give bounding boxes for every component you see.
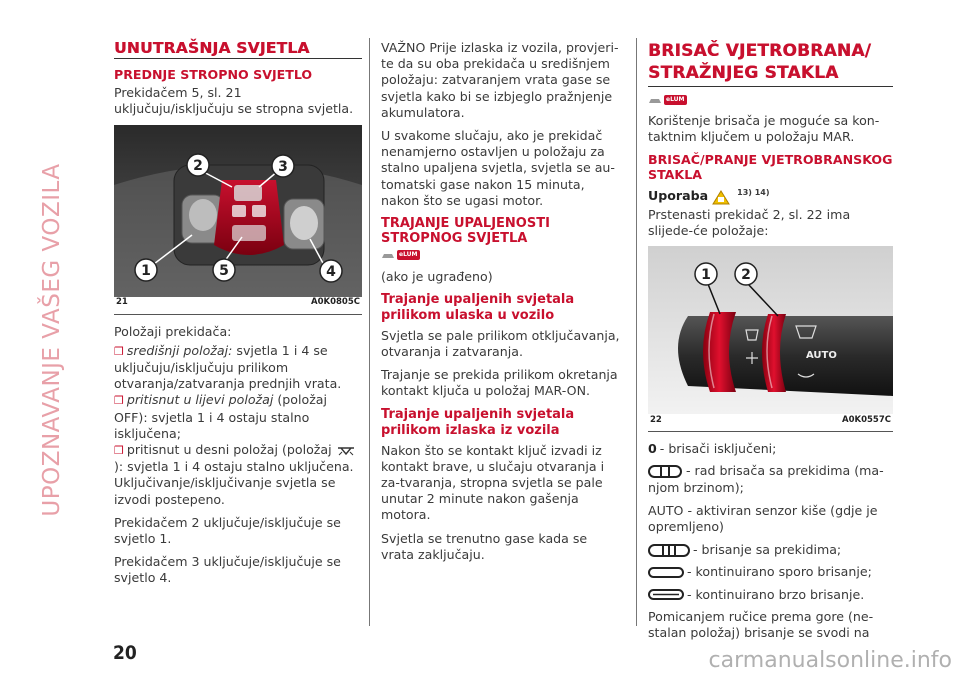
list-item <box>114 442 362 508</box>
sensitivity-intermittent-icon <box>648 544 690 557</box>
fast-wipe-icon <box>648 588 684 601</box>
paragraph: Prekidačem 3 uključuje/isključuje se svjetlo 4. <box>114 554 341 586</box>
column-divider <box>369 38 370 626</box>
column-windscreen-wiper <box>648 40 893 648</box>
callout-3 <box>272 155 294 177</box>
figure-21-dome-light <box>114 125 362 315</box>
callout-4 <box>320 260 342 282</box>
car-icon <box>381 250 395 260</box>
item-term: pritisnut u lijevi položaj <box>126 392 274 408</box>
car-icon <box>648 95 662 105</box>
section-heading-dome-duration: TRAJANJE UPALJENOSTI STROPNOG SVJETLA <box>381 216 550 247</box>
item-text: - rad brisača sa prekidima (ma-njom brzinom); <box>648 463 884 495</box>
elum-badge: eLUM <box>666 96 685 103</box>
intermittent-wipe-icon <box>648 465 682 478</box>
svg-text:3: 3 <box>278 158 288 175</box>
figure-caption <box>116 294 360 310</box>
paragraph: Svjetla se pale prilikom otključavanja, otvaranja i zatvaranja. <box>381 327 620 359</box>
bullet-icon: ❒ <box>114 394 124 408</box>
column-dome-duration <box>381 40 621 570</box>
intro-paragraph: Korištenje brisača je moguće sa kon-taktnim ključem u položaju MAR. <box>648 113 880 145</box>
auto-label: AUTO <box>806 350 837 362</box>
paragraph: Prekidačem 2 uključuje/isključuje se svjetlo 1. <box>114 514 341 547</box>
subheading-exit-duration: Trajanje upaljenih svjetala prilikom izlaska iz vozila <box>381 406 575 438</box>
elum-icon <box>381 250 420 260</box>
list-item <box>114 392 362 442</box>
section-heading-interior-lights: UNUTRAŠNJA SVJETLA <box>114 40 362 59</box>
slow-wipe-icon <box>648 566 684 579</box>
intro-paragraph: Prekidačem 5, sl. 21 uključuju/isključuju se stropna svjetla. <box>114 85 354 117</box>
item-text: - brisači isključeni; <box>659 441 777 457</box>
watermark: carmanualsonline.info <box>708 648 952 673</box>
callout-5 <box>213 259 235 281</box>
paragraph: U svakome slučaju, ako je prekidač nenamjerno ostavljen u položaju za stalno upaljena svjetla, svjetla se au-tomatski gase nakon 15 minuta, nakon što se ugasi motor. <box>381 128 615 208</box>
list-item <box>648 587 893 603</box>
list-item <box>648 441 893 457</box>
callout-2 <box>735 263 757 285</box>
list-item <box>648 542 893 558</box>
subheading-entry-duration: Trajanje upaljenih svjetala prilikom ulaska u vozilo <box>381 291 575 323</box>
elum-badge: eLUM <box>399 250 418 258</box>
list-item: AUTO - aktiviran senzor kiše (gdje je opremljeno) <box>648 502 878 535</box>
paragraph: Pomicanjem ručice prema gore (ne-stalan položaj) brisanje se svodi na <box>648 608 874 641</box>
paragraph: Prstenasti prekidač 2, sl. 22 ima slijede-će položaje: <box>648 206 851 238</box>
callout-1 <box>135 259 157 281</box>
subheading-front-dome-light: PREDNJE STROPNO SVJETLO <box>114 67 313 83</box>
important-note: VAŽNO Prije izlaska iz vozila, provjeri-te da su oba prekidača u središnjem položaju: zatvaranjem vrata gase se svjetla kako bi se izbjeglo pražnjenje akumulatora. <box>381 40 619 120</box>
callout-2 <box>187 154 209 176</box>
item-text: svjetla 1 i 4 se uključuju/isključuju prilikom otvaranja/zatvaranja prednjih vrata. <box>114 342 342 392</box>
svg-text:2: 2 <box>741 267 751 284</box>
side-section-title: UPOZNAVANJE VAŠEG VOZILA <box>39 163 65 517</box>
paragraph: Svjetla se trenutno gase kada se vrata zaključaju. <box>381 530 588 562</box>
if-fitted-note: (ako je ugrađeno) <box>381 268 493 284</box>
item-text: - kontinuirano brzo brisanje. <box>687 586 865 602</box>
positions-label: Položaji prekidača: <box>114 323 232 339</box>
column-divider <box>636 38 637 626</box>
item-text: (položaj OFF): svjetla 1 i 4 ostaju stalno isključena; <box>114 392 328 441</box>
list-item <box>114 343 362 393</box>
svg-text:1: 1 <box>141 262 151 279</box>
item-text: ): svjetla 1 i 4 ostaju stalno uključena. Uključivanje/isključivanje svjetla se izvodi postepeno. <box>114 459 354 507</box>
item-text: pritisnut u desni položaj (položaj <box>126 442 332 458</box>
callout-1 <box>695 263 717 285</box>
usage-line <box>648 185 893 204</box>
figure-number: 21 <box>116 297 128 308</box>
paragraph: Trajanje se prekida prilikom okretanja kontakt ključa u položaj MAR-ON. <box>381 367 618 399</box>
dome-light-photo <box>114 125 362 297</box>
bullet-icon: ❒ <box>114 344 124 358</box>
note-references: 13) 14) <box>737 188 770 198</box>
svg-text:5: 5 <box>219 262 229 279</box>
section-heading-wipers: BRISAČ VJETROBRANA/ STRAŽNJEG STAKLA <box>648 40 893 87</box>
svg-text:2: 2 <box>193 157 203 174</box>
figure-code: A0K0805C <box>311 297 360 308</box>
item-text: - brisanje sa prekidima; <box>693 542 842 558</box>
list-item <box>648 564 893 580</box>
figure-22-wiper-stalk <box>648 246 893 432</box>
subheading-wash-wipe: BRISAČ/PRANJE VJETROBRANSKOG STAKLA <box>648 152 893 183</box>
elum-icon <box>648 95 687 105</box>
column-interior-lights <box>114 40 362 594</box>
svg-text:1: 1 <box>701 267 711 284</box>
dome-light-on-icon <box>336 446 356 456</box>
usage-label: Uporaba <box>648 188 709 204</box>
svg-text:4: 4 <box>326 263 336 280</box>
position-zero-symbol: 0 <box>648 441 657 457</box>
wiper-stalk-photo <box>648 246 893 414</box>
list-item <box>648 463 893 495</box>
item-term: središnji položaj: <box>126 342 233 358</box>
figure-number: 22 <box>650 415 662 425</box>
page-number: 20 <box>113 642 137 664</box>
item-text: - kontinuirano sporo brisanje; <box>687 564 872 580</box>
warning-book-icon <box>712 190 730 205</box>
bullet-icon: ❒ <box>114 444 124 458</box>
figure-caption <box>650 412 891 428</box>
paragraph: Nakon što se kontakt ključ izvadi iz kontakt brave, u slučaju otvaranja i za-tvaranja, stropna svjetla se pale unutar 2 minute nakon gašenja motora. <box>381 442 605 523</box>
figure-code: A0K0557C <box>842 415 891 425</box>
